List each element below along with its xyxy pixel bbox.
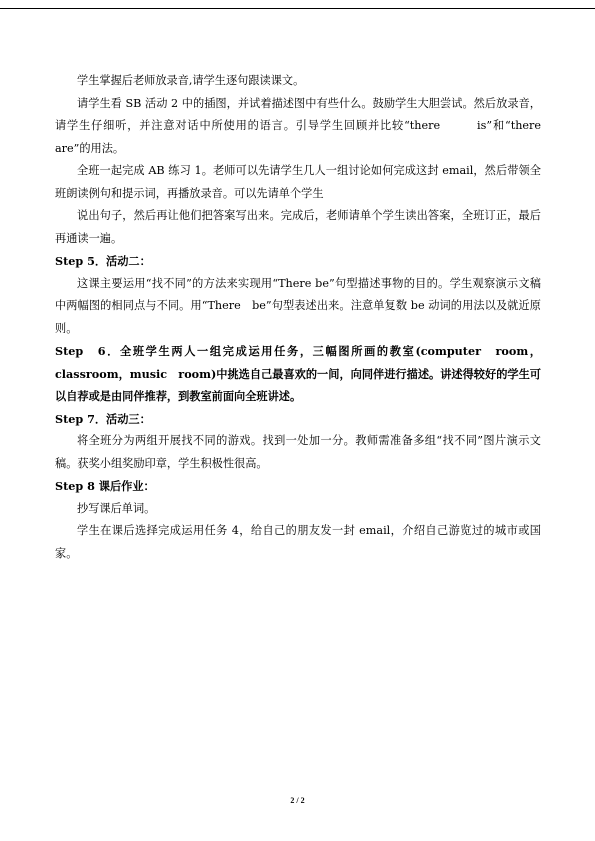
paragraph: 请学生看 SB 活动 2 中的插图，并试着描述图中有些什么。鼓励学生大胆尝试。然后放录音，请学生仔细听，并注意对话中所使用的语言。引导学生回顾并比较“there is”和“there are”的用法。 xyxy=(55,96,541,155)
document-body xyxy=(55,70,541,565)
paragraph: 全班一起完成 AB 练习 1。老师可以先请学生几人一组讨论如何完成这封 email，然后带领全班朗读例句和提示词，再播放录音。可以先请单个学生 xyxy=(55,164,541,200)
paragraph: 抄写课后单词。 xyxy=(77,501,156,515)
step-heading: Step 8 课后作业： xyxy=(55,479,155,493)
paragraph: 学生掌握后老师放录音,请学生逐句跟读课文。 xyxy=(77,74,305,87)
step-heading: Step 6．全班学生两人一组完成运用任务，三幅图所画的教室(computer room，classroom，music room)中挑选自己最喜欢的一间，向同伴进行描述。讲述得较好的学生可以自荐或是由同伴推荐，到教室前面向全班讲述。 xyxy=(55,344,541,403)
header-rule xyxy=(0,8,595,9)
page-number: 2 / 2 xyxy=(290,796,305,805)
paragraph: 说出句子，然后再让他们把答案写出来。完成后，老师请单个学生读出答案，全班订正，最后再通读一遍。 xyxy=(55,209,541,245)
step-heading: Step 5．活动二： xyxy=(55,254,151,268)
paragraph: 将全班分为两组开展找不同的游戏。找到一处加一分。教师需准备多组“找不同”图片演示文稿。获奖小组奖励印章，学生积极性很高。 xyxy=(55,434,541,470)
paragraph: 这课主要运用“找不同”的方法来实现用“There be”句型描述事物的目的。学生观察演示文稿中两幅图的相同点与不同。用“There be”句型表述出来。注意单复数 be 动词的用法以及就近原则。 xyxy=(55,276,541,335)
step-heading: Step 7．活动三： xyxy=(55,411,151,426)
paragraph: 学生在课后选择完成运用任务 4，给自己的朋友发一封 email，介绍自己游览过的城市或国家。 xyxy=(55,524,541,560)
